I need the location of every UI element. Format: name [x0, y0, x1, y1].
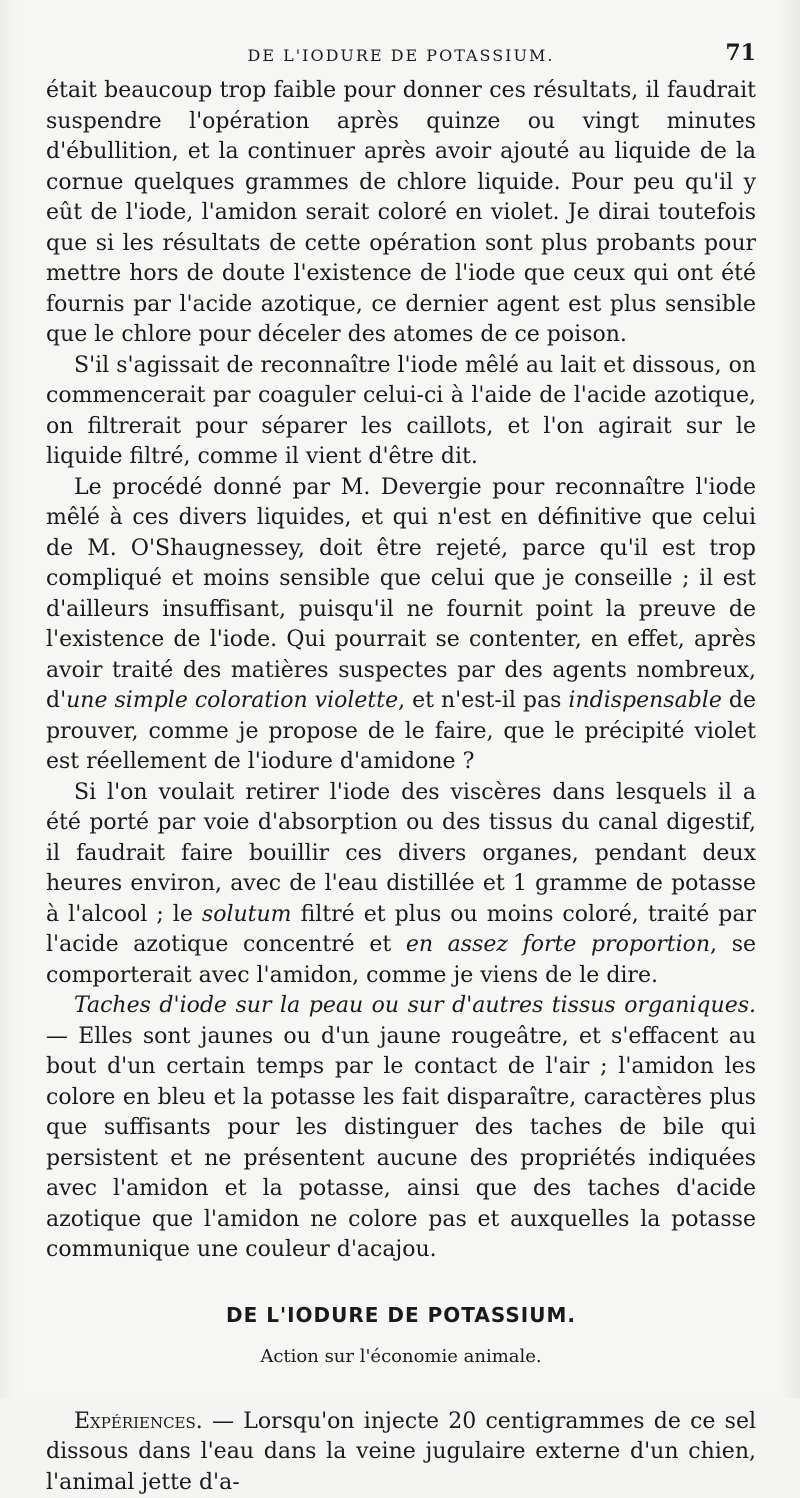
paragraph-4-text-a: Si l'on voulait retirer l'iode des viscères dans lesquels il a été porté par voie d'absorption ou des tissus du canal digestif, il faudrait faire bouillir ces divers organes, pendant deux heures environ, avec de l'eau distillée et 1 gramme de potasse à l'alcool ; le [46, 780, 756, 927]
experiences-text: — Lorsqu'on injecte 20 centigrammes de ce sel dissous dans l'eau dans la veine jugulaire externe d'un chien, l'animal jette d'a- [46, 1409, 756, 1495]
paragraph-5-italic-heading: Taches d'iode sur la peau ou sur d'autres tissus organiques. [74, 993, 756, 1018]
paragraph-5-text: — Elles sont jaunes ou d'un jaune rougeâtre, et s'effacent au bout d'un certain temps par le contact de l'air ; l'amidon les colore en bleu et la potasse les fait disparaître, caractères plus que suffisants pour les distinguer des taches de bile qui persistent et ne présentent aucune des propriétés indiquées avec l'amidon et la potasse, ainsi que des taches d'acide azotique que l'amidon ne colore pas et auxquelles la potasse communique une couleur d'acajou. [46, 1024, 756, 1263]
running-head: DE L'IODURE DE POTASSIUM. [46, 46, 756, 65]
section-subtitle: Action sur l'économie animale. [46, 1342, 756, 1373]
paragraph-4-italic-2: en assez forte proportion [406, 932, 710, 957]
experiences-label: Expériences. [74, 1409, 203, 1434]
paragraph-5 [46, 991, 756, 1266]
paragraph-3-text-c: de prouver, comme je propose de le faire, que le précipité violet est réellement de l'iodure d'amidone ? [46, 688, 756, 774]
paragraph-4-text-c: , se comporterait avec l'amidon, comme je viens de le dire. [46, 932, 756, 988]
paragraph-4-italic-1: solutum [202, 902, 292, 927]
paragraph-4-text-b: filtré et plus ou moins coloré, traité par l'acide azotique concentré et [46, 902, 756, 958]
paragraph-3-italic-2: indispensable [568, 688, 721, 713]
paragraph-2: S'il s'agissait de reconnaître l'iode mêlé au lait et dissous, on commencerait par coaguler celui-ci à l'aide de l'acide azotique, on filtrerait pour séparer les caillots, et l'on agirait sur le liquide filtré, comme il vient d'être dit. [46, 351, 756, 473]
paragraph-4 [46, 778, 756, 992]
paragraph-3-text-b: , et n'est-il pas [398, 688, 568, 713]
experiences-paragraph [46, 1407, 756, 1498]
paragraph-3-text-a: Le procédé donné par M. Devergie pour reconnaître l'iode mêlé à ces divers liquides, et qui n'est en définitive que celui de M. O'Shaugnessey, doit être rejeté, parce qu'il est trop compliqué et moins sensible que celui que je conseille ; il est d'ailleurs insuffisant, puisqu'il ne fournit point la preuve de l'existence de l'iode. Qui pourrait se contenter, en effet, après avoir traité des matières suspectes par des agents nombreux, d' [46, 475, 756, 714]
page-header [46, 40, 756, 74]
section-title: DE L'IODURE DE POTASSIUM. [46, 1300, 756, 1331]
paragraph-3 [46, 473, 756, 778]
page-body [46, 76, 756, 1498]
page-number: 71 [725, 40, 756, 66]
paragraph-1: était beaucoup trop faible pour donner ces résultats, il faudrait suspendre l'opération après quinze ou vingt minutes d'ébullition, et la continuer après avoir ajouté au liquide de la cornue quelques grammes de chlore liquide. Pour peu qu'il y eût de l'iode, l'amidon serait coloré en violet. Je dirai toutefois que si les résultats de cette opération sont plus probants pour mettre hors de doute l'existence de l'iode que ceux qui ont été fournis par l'acide azotique, ce dernier agent est plus sensible que le chlore pour déceler des atomes de ce poison. [46, 76, 756, 351]
paragraph-3-italic-1: une simple coloration violette [66, 688, 398, 713]
